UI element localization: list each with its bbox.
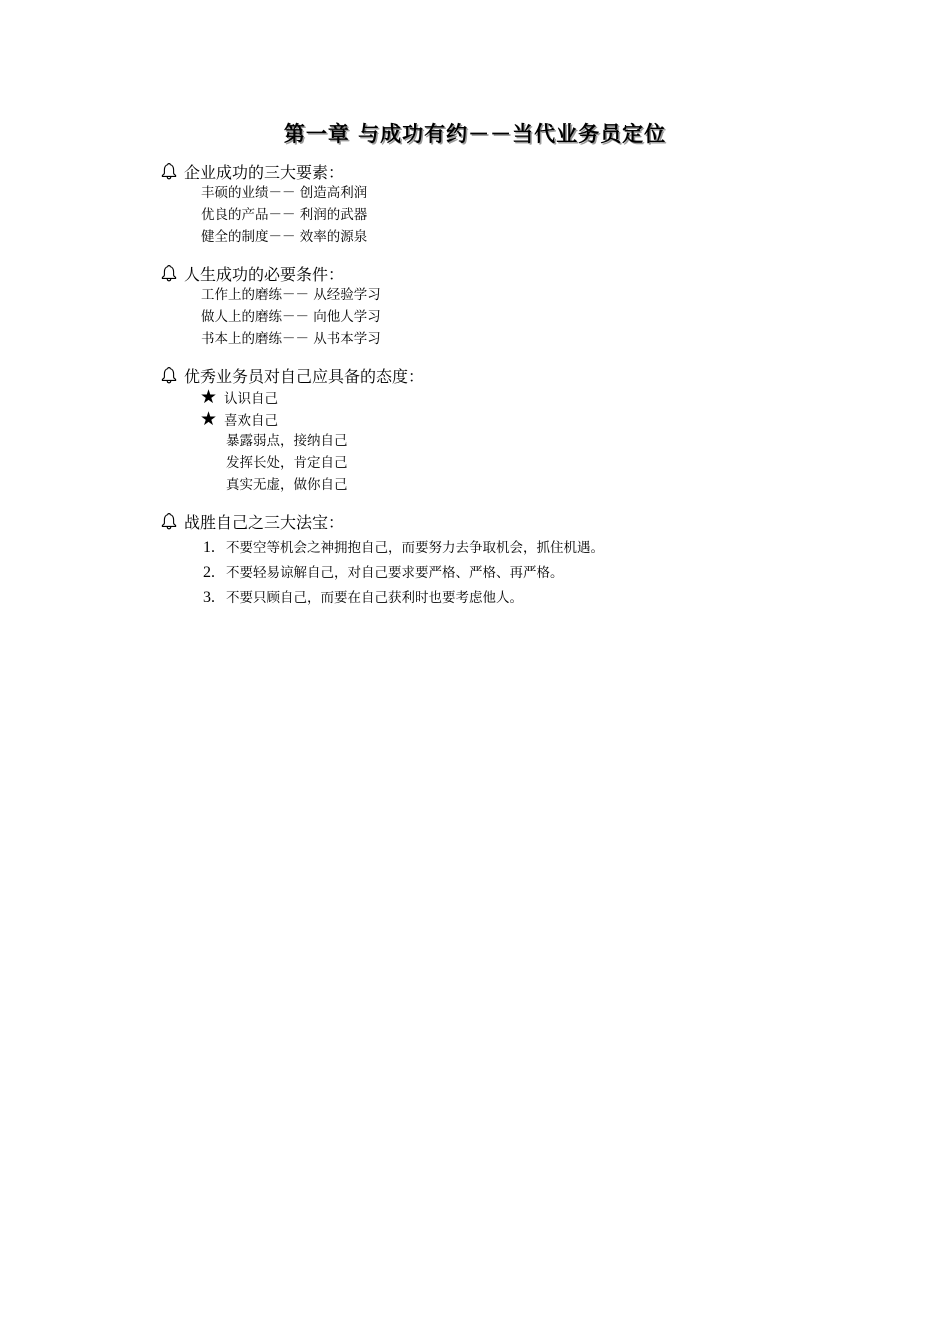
list-item: 发挥长处，肯定自己	[226, 455, 348, 471]
section-heading-text: 战胜自己之三大法宝：	[184, 512, 345, 532]
numbered-item	[203, 560, 604, 585]
item-text: 不要只顾自己，而要在自己获利时也要考虑他人。	[226, 590, 523, 606]
item-number: 2.	[203, 564, 215, 581]
list-item: 暴露弱点，接纳自己	[226, 433, 348, 449]
list-item: 丰硕的业绩－－ 创造高利润	[201, 185, 368, 201]
list-item: 真实无虚，做你自己	[226, 477, 348, 493]
list-item: 书本上的磨练－－ 从书本学习	[201, 331, 381, 347]
star-icon: ★	[200, 408, 218, 430]
item-number: 3.	[203, 589, 215, 606]
section-heading	[160, 262, 381, 284]
section-heading-text: 人生成功的必要条件：	[184, 264, 345, 284]
section-heading	[160, 510, 604, 532]
item-text: 不要空等机会之神拥抱自己，而要努力去争取机会，抓住机遇。	[226, 540, 604, 556]
section-life-success	[160, 262, 381, 350]
star-item	[200, 386, 424, 408]
item-number: 1.	[203, 539, 215, 556]
star-item	[200, 408, 424, 430]
bell-icon	[160, 264, 178, 282]
list-item: 工作上的磨练－－ 从经验学习	[201, 287, 381, 303]
section-heading-text: 优秀业务员对自己应具备的态度：	[184, 366, 425, 386]
star-item-text: 喜欢自己	[224, 413, 278, 429]
star-icon: ★	[200, 386, 218, 408]
section-enterprise-success	[160, 160, 367, 248]
section-heading-text: 企业成功的三大要素：	[184, 162, 345, 182]
bell-icon	[160, 366, 178, 384]
list-item: 做人上的磨练－－ 向他人学习	[201, 309, 381, 325]
section-salesperson-attitude	[160, 364, 424, 496]
item-text: 不要轻易谅解自己，对自己要求要严格、严格、再严格。	[226, 565, 564, 581]
numbered-item	[203, 535, 604, 560]
numbered-item	[203, 585, 604, 610]
section-heading	[160, 160, 367, 182]
list-item: 健全的制度－－ 效率的源泉	[201, 229, 368, 245]
chapter-title: 第一章 与成功有约－－当代业务员定位	[283, 122, 667, 146]
star-item-text: 认识自己	[224, 391, 278, 407]
section-heading	[160, 364, 424, 386]
list-item: 优良的产品－－ 利润的武器	[201, 207, 368, 223]
bell-icon	[160, 512, 178, 530]
bell-icon	[160, 162, 178, 180]
section-three-treasures	[160, 510, 604, 610]
